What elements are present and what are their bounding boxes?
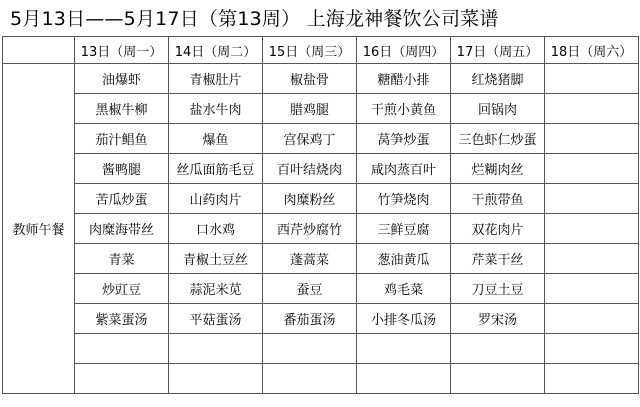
dish-cell: 腊鸡腿 [263, 94, 357, 124]
table-row [3, 274, 639, 304]
dish-cell: 西芹炒腐竹 [263, 214, 357, 244]
dish-cell: 百叶结烧肉 [263, 154, 357, 184]
dish-cell: 口水鸡 [169, 214, 263, 244]
header-row [3, 37, 639, 64]
day-header-cell: 17日（周五） [451, 37, 545, 64]
dish-cell: 盐水牛肉 [169, 94, 263, 124]
dish-cell: 平菇蛋汤 [169, 304, 263, 334]
dish-cell: 油爆虾 [75, 64, 169, 94]
dish-cell: 肉糜海带丝 [75, 214, 169, 244]
dish-cell: 鸡毛菜 [357, 274, 451, 304]
dish-cell [263, 364, 357, 394]
dish-cell: 葱油黄瓜 [357, 244, 451, 274]
table-row [3, 184, 639, 214]
table-row [3, 244, 639, 274]
dish-cell [545, 364, 639, 394]
dish-cell: 紫菜蛋汤 [75, 304, 169, 334]
day-header-cell: 14日（周二） [169, 37, 263, 64]
dish-cell: 黑椒牛柳 [75, 94, 169, 124]
day-header-cell: 15日（周三） [263, 37, 357, 64]
dish-cell: 丝瓜面筋毛豆 [169, 154, 263, 184]
dish-cell: 酱鸭腿 [75, 154, 169, 184]
table-row [3, 214, 639, 244]
dish-cell: 茄汁鲳鱼 [75, 124, 169, 154]
dish-cell: 山药肉片 [169, 184, 263, 214]
dish-cell [545, 94, 639, 124]
dish-cell: 三鲜豆腐 [357, 214, 451, 244]
dish-cell [545, 334, 639, 364]
dish-cell [169, 334, 263, 364]
dish-cell: 青菜 [75, 244, 169, 274]
dish-cell [545, 304, 639, 334]
dish-cell: 青椒肚片 [169, 64, 263, 94]
dish-cell: 小排冬瓜汤 [357, 304, 451, 334]
dish-cell: 炒豇豆 [75, 274, 169, 304]
dish-cell: 罗宋汤 [451, 304, 545, 334]
dish-cell: 番茄蛋汤 [263, 304, 357, 334]
dish-cell [451, 334, 545, 364]
dish-cell: 苦瓜炒蛋 [75, 184, 169, 214]
table-row [3, 364, 639, 394]
dish-cell: 蒜泥米苋 [169, 274, 263, 304]
dish-cell: 蚕豆 [263, 274, 357, 304]
dish-cell: 回锅肉 [451, 94, 545, 124]
day-header-cell: 16日（周四） [357, 37, 451, 64]
dish-cell: 干煎带鱼 [451, 184, 545, 214]
day-header-cell: 18日（周六） [545, 37, 639, 64]
dish-cell [545, 214, 639, 244]
dish-cell: 爆鱼 [169, 124, 263, 154]
dish-cell: 烂糊肉丝 [451, 154, 545, 184]
dish-cell [451, 364, 545, 394]
table-row [3, 124, 639, 154]
dish-cell [357, 364, 451, 394]
dish-cell: 干煎小黄鱼 [357, 94, 451, 124]
dish-cell [169, 364, 263, 394]
dish-cell: 刀豆土豆 [451, 274, 545, 304]
dish-cell: 蓬蒿菜 [263, 244, 357, 274]
dish-cell: 竹笋烧肉 [357, 184, 451, 214]
dish-cell: 肉糜粉丝 [263, 184, 357, 214]
dish-cell [545, 64, 639, 94]
dish-cell [75, 334, 169, 364]
dish-cell: 咸肉蒸百叶 [357, 154, 451, 184]
dish-cell: 青椒土豆丝 [169, 244, 263, 274]
table-row [3, 304, 639, 334]
dish-cell [545, 274, 639, 304]
table-row [3, 94, 639, 124]
menu-table [2, 36, 639, 394]
dish-cell: 双花肉片 [451, 214, 545, 244]
dish-cell [545, 244, 639, 274]
day-header-cell: 13日（周一） [75, 37, 169, 64]
dish-cell [263, 334, 357, 364]
dish-cell [357, 334, 451, 364]
table-row [3, 334, 639, 364]
table-row [3, 64, 639, 94]
dish-cell: 椒盐骨 [263, 64, 357, 94]
page-title: 5月13日——5月17日（第13周） 上海龙神餐饮公司菜谱 [10, 8, 499, 30]
dish-cell: 莴笋炒蛋 [357, 124, 451, 154]
dish-cell [545, 154, 639, 184]
dish-cell [75, 364, 169, 394]
dish-cell [545, 184, 639, 214]
dish-cell: 糖醋小排 [357, 64, 451, 94]
table-row [3, 154, 639, 184]
dish-cell [545, 124, 639, 154]
dish-cell: 红烧猪脚 [451, 64, 545, 94]
dish-cell: 芹菜干丝 [451, 244, 545, 274]
dish-cell: 宫保鸡丁 [263, 124, 357, 154]
meal-label-cell: 教师午餐 [3, 64, 75, 394]
header-corner-cell [3, 37, 75, 64]
dish-cell: 三色虾仁炒蛋 [451, 124, 545, 154]
